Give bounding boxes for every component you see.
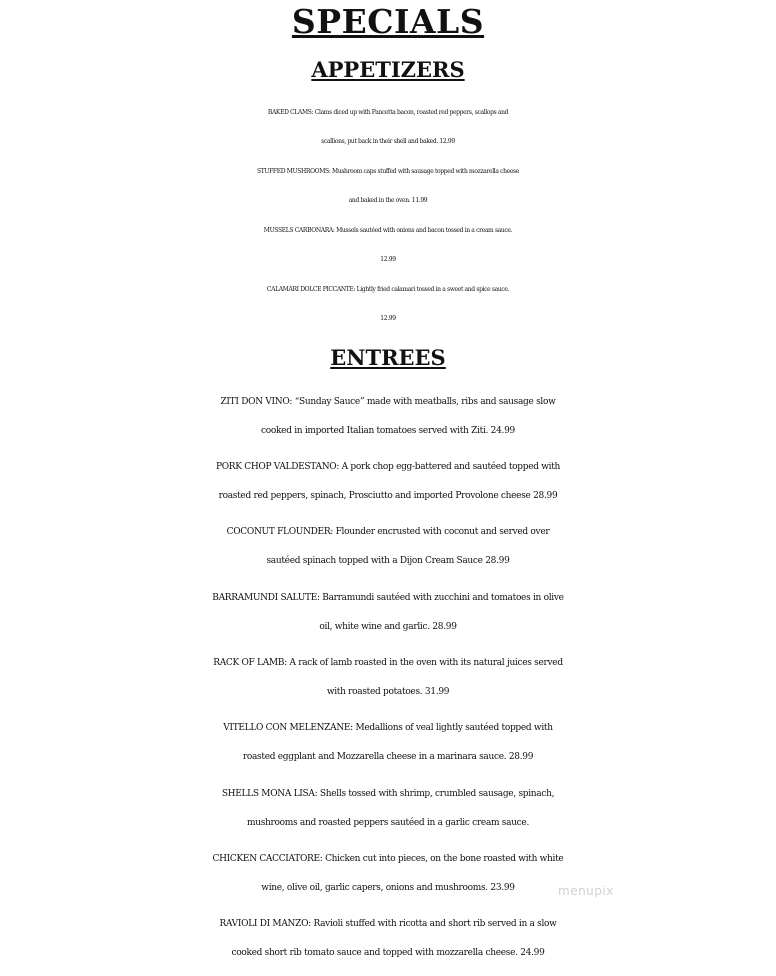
- menu-item-barramundi-salute: [0, 584, 776, 642]
- item-line: cooked short rib tomato sauce and topped with mozzarella cheese. 24.99: [231, 948, 545, 958]
- watermark: menupix: [558, 884, 614, 898]
- menu-item-shells-mona-lisa: [0, 780, 776, 838]
- menu-item-ravioli-di-manzo: [0, 910, 776, 968]
- item-line: CALAMARI DOLCE PICCANTE: Lightly fried calamari tossed in a sweet and spice sauce.: [266, 286, 510, 293]
- page-title: SPECIALS: [291, 2, 485, 41]
- item-line: roasted red peppers, spinach, Prosciutto and imported Provolone cheese 28.99: [218, 491, 558, 501]
- item-line: ZITI DON VINO: “Sunday Sauce” made with meatballs, ribs and sausage slow: [220, 397, 556, 407]
- menu-item-pork-chop-valdestano: [0, 453, 776, 511]
- item-line: MUSSELS CARBONARA: Mussels sautéed with onions and bacon tossed in a cream sauce.: [263, 227, 513, 234]
- item-line: scallions, put back in their shell and baked. 12.99: [321, 138, 455, 145]
- menu-item-mussels-carbonara: [0, 216, 776, 274]
- menu-item-calamari-dolce-piccante: [0, 275, 776, 333]
- menu-item-vitello-con-melenzane: [0, 714, 776, 772]
- item-line: STUFFED MUSHROOMS: Mushroom caps stuffed with sausage topped with mozzarella cheese: [257, 168, 519, 175]
- item-line: sautéed spinach topped with a Dijon Cream Sauce 28.99: [266, 556, 510, 566]
- menu-item-coconut-flounder: [0, 518, 776, 576]
- item-line: RAVIOLI DI MANZO: Ravioli stuffed with ricotta and short rib served in a slow: [219, 919, 557, 929]
- menu-item-ziti-don-vino: [0, 388, 776, 446]
- item-line: BARRAMUNDI SALUTE: Barramundi sautéed with zucchini and tomatoes in olive: [212, 593, 564, 603]
- entrees-heading: ENTREES: [330, 345, 446, 370]
- menu-item-chicken-cacciatore: [0, 845, 776, 903]
- item-line: 12.99: [380, 315, 396, 322]
- item-line: oil, white wine and garlic. 28.99: [319, 622, 457, 632]
- item-line: wine, olive oil, garlic capers, onions and mushrooms. 23.99: [261, 883, 515, 893]
- menu-item-rack-of-lamb: [0, 649, 776, 707]
- item-line: roasted eggplant and Mozzarella cheese in a marinara sauce. 28.99: [242, 752, 534, 762]
- item-line: BAKED CLAMS: Clams diced up with Pancetta bacon, roasted red peppers, scallops and: [267, 109, 509, 116]
- item-line: COCONUT FLOUNDER: Flounder encrusted with coconut and served over: [226, 527, 550, 537]
- item-line: cooked in imported Italian tomatoes served with Ziti. 24.99: [261, 426, 515, 436]
- appetizers-heading: APPETIZERS: [311, 57, 465, 82]
- item-line: PORK CHOP VALDESTANO: A pork chop egg-battered and sautéed topped with: [215, 462, 561, 472]
- item-line: CHICKEN CACCIATORE: Chicken cut into pieces, on the bone roasted with white: [212, 854, 564, 864]
- menu-item-stuffed-mushrooms: [0, 157, 776, 215]
- menu-item-baked-clams: [0, 98, 776, 156]
- item-line: and baked in the oven. 11.99: [348, 197, 428, 204]
- item-line: RACK OF LAMB: A rack of lamb roasted in the oven with its natural juices served: [213, 658, 563, 668]
- item-line: with roasted potatoes. 31.99: [326, 687, 450, 697]
- item-line: VITELLO CON MELENZANE: Medallions of veal lightly sautéed topped with: [223, 723, 553, 733]
- item-line: mushrooms and roasted peppers sautéed in a garlic cream sauce.: [246, 818, 530, 828]
- item-line: SHELLS MONA LISA: Shells tossed with shrimp, crumbled sausage, spinach,: [221, 789, 555, 799]
- item-line: 12.99: [380, 256, 396, 263]
